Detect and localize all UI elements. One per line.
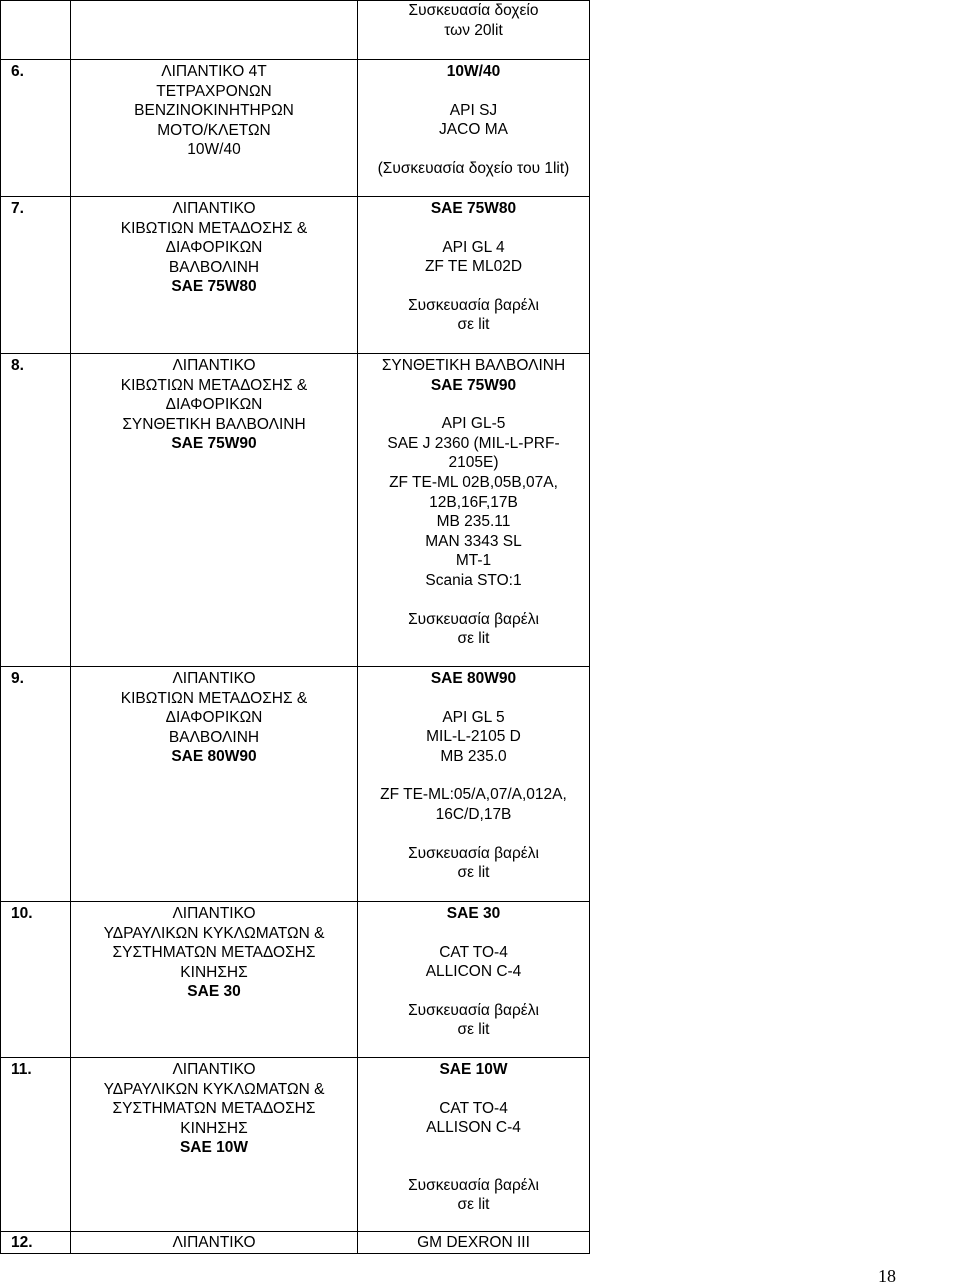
packaging-line: σε lit	[457, 1021, 490, 1039]
spec-title: SAE 30	[446, 905, 501, 922]
desc-line: ΛΙΠΑΝΤΙΚΟ 4Τ	[161, 63, 267, 80]
spec-title: SAE 75W90	[430, 376, 517, 394]
description-cell	[71, 1232, 358, 1254]
packaging-line: Συσκευασία βαρέλι	[408, 610, 539, 628]
desc-line: ΔΙΑΦΟΡΙΚΩΝ	[165, 396, 263, 414]
row-number: 6.	[11, 63, 24, 80]
row-number: 8.	[11, 357, 24, 374]
description-cell	[71, 1058, 358, 1232]
desc-line: ΤΕΤΡΑΧΡΟΝΩΝ	[156, 82, 272, 100]
desc-line: ΛΙΠΑΝΤΙΚΟ	[172, 200, 256, 217]
desc-line: ΒΑΛΒΟΛΙΝΗ	[168, 258, 260, 276]
spec-line: ALLISON C-4	[426, 1119, 521, 1137]
row-number: 9.	[11, 670, 24, 687]
packaging-line: σε lit	[457, 864, 490, 882]
row-number: 12.	[11, 1234, 33, 1251]
row-number-cell	[1, 1058, 71, 1232]
spec-cell	[358, 354, 590, 667]
spec-line: CAT TO-4	[439, 943, 508, 961]
spec-title: SAE 80W90	[430, 670, 517, 687]
table-row	[1, 667, 590, 902]
description-cell	[71, 197, 358, 354]
desc-line: ΛΙΠΑΝΤΙΚΟ	[172, 670, 256, 687]
description-cell	[71, 60, 358, 197]
desc-line: ΥΔΡΑΥΛΙΚΩΝ ΚΥΚΛΩΜΑΤΩΝ &	[103, 1080, 325, 1098]
description-cell	[71, 902, 358, 1058]
spec-cell	[358, 1058, 590, 1232]
spec-line: ZF TE ML02D	[424, 258, 523, 276]
spec-line: MT-1	[455, 552, 492, 570]
desc-line: ΒΕΝΖΙΝΟΚΙΝΗΤΗΡΩΝ	[134, 102, 294, 120]
row-number-cell	[1, 1, 71, 60]
packaging-line: (Συσκευασία δοχείο του 1lit)	[377, 159, 570, 177]
spec-cell	[358, 60, 590, 197]
spec-line: API GL 4	[442, 238, 505, 256]
row-number-cell	[1, 197, 71, 354]
desc-line: ΛΙΠΑΝΤΙΚΟ	[172, 1061, 256, 1078]
description-cell	[71, 667, 358, 902]
packaging-line: Συσκευασία βαρέλι	[408, 1001, 539, 1019]
desc-line: ΣΥΣΤΗΜΑΤΩΝ ΜΕΤΑΔΟΣΗΣ	[112, 944, 316, 962]
spec-cell	[358, 902, 590, 1058]
packaging-line: Συσκευασία βαρέλι	[408, 296, 539, 314]
desc-grade: SAE 10W	[179, 1139, 249, 1157]
row-number: 7.	[11, 200, 24, 217]
desc-grade: SAE 30	[187, 983, 241, 1001]
row-number-cell	[1, 354, 71, 667]
desc-line: ΔΙΑΦΟΡΙΚΩΝ	[165, 709, 263, 727]
row-number-cell	[1, 667, 71, 902]
spec-line: 12B,16F,17B	[429, 493, 518, 511]
desc-line: ΛΙΠΑΝΤΙΚΟ	[172, 1234, 256, 1251]
spec-line: Συσκευασία δοχείο	[408, 2, 539, 19]
desc-line: ΚΙΒΩΤΙΩΝ ΜΕΤΑΔΟΣΗΣ &	[120, 689, 308, 707]
spec-cell	[358, 1232, 590, 1254]
spec-line: CAT TO-4	[439, 1099, 508, 1117]
row-number-cell	[1, 902, 71, 1058]
page-number: 18	[878, 1266, 896, 1286]
spec-line: Scania STO:1	[425, 571, 522, 589]
desc-line: ΚΙΒΩΤΙΩΝ ΜΕΤΑΔΟΣΗΣ &	[120, 219, 308, 237]
packaging-line: σε lit	[457, 630, 490, 648]
spec-line: API GL-5	[441, 415, 506, 433]
desc-line: 10W/40	[187, 141, 241, 159]
packaging-line: σε lit	[457, 1196, 490, 1214]
row-number-cell	[1, 60, 71, 197]
spec-title: 10W/40	[446, 63, 501, 80]
spec-line: MIL-L-2105 D	[426, 728, 521, 746]
spec-line: ALLICON C-4	[425, 963, 522, 981]
table-row	[1, 1232, 590, 1254]
spec-line: MAN 3343 SL	[425, 532, 522, 550]
spec-line: JACO MA	[439, 121, 508, 139]
spec-line: 2105E)	[448, 454, 499, 472]
desc-line: ΥΔΡΑΥΛΙΚΩΝ ΚΥΚΛΩΜΑΤΩΝ &	[103, 924, 325, 942]
spec-line: 16C/D,17B	[435, 805, 512, 823]
desc-line: ΣΥΝΘΕΤΙΚΗ ΒΑΛΒΟΛΙΝΗ	[122, 415, 306, 433]
table-row	[1, 60, 590, 197]
packaging-line: Συσκευασία βαρέλι	[408, 1176, 539, 1194]
desc-line: ΣΥΣΤΗΜΑΤΩΝ ΜΕΤΑΔΟΣΗΣ	[112, 1100, 316, 1118]
desc-line: ΛΙΠΑΝΤΙΚΟ	[172, 905, 256, 922]
description-cell	[71, 1, 358, 60]
table-row	[1, 902, 590, 1058]
spec-line: MB 235.0	[440, 747, 507, 765]
table-row	[1, 197, 590, 354]
desc-line: ΚΙΒΩΤΙΩΝ ΜΕΤΑΔΟΣΗΣ &	[120, 376, 308, 394]
row-number: 10.	[11, 905, 33, 922]
desc-grade: SAE 80W90	[171, 748, 257, 766]
desc-grade: SAE 75W80	[171, 278, 257, 296]
spec-pre: ΣΥΝΘΕΤΙΚΗ ΒΑΛΒΟΛΙΝΗ	[381, 357, 566, 374]
spec-cell	[358, 197, 590, 354]
desc-line: ΛΙΠΑΝΤΙΚΟ	[172, 357, 256, 374]
description-cell	[71, 354, 358, 667]
spec-line: ZF TE-ML 02B,05B,07A,	[389, 473, 558, 491]
table-row	[1, 1, 590, 60]
spec-line: ZF TE-ML:05/A,07/A,012A,	[380, 786, 567, 804]
row-number: 11.	[11, 1061, 32, 1078]
desc-line: ΚΙΝΗΣΗΣ	[180, 1119, 248, 1137]
desc-line: ΒΑΛΒΟΛΙΝΗ	[168, 728, 260, 746]
spec-line: MB 235.11	[436, 513, 511, 531]
desc-line: ΜΟΤΟ/ΚΛΕΤΩΝ	[157, 121, 271, 139]
table-row	[1, 1058, 590, 1232]
packaging-line: Συσκευασία βαρέλι	[408, 844, 539, 862]
spec-line: των 20lit	[444, 21, 503, 39]
packaging-line: σε lit	[457, 316, 490, 334]
spec-line: API SJ	[449, 101, 498, 119]
spec-title: SAE 10W	[439, 1061, 508, 1078]
row-number-cell	[1, 1232, 71, 1254]
desc-line: ΔΙΑΦΟΡΙΚΩΝ	[165, 239, 263, 257]
spec-cell	[358, 667, 590, 902]
spec-line: SAE J 2360 (MIL-L-PRF-	[387, 434, 560, 452]
spec-title: SAE 75W80	[430, 200, 517, 217]
desc-line: ΚΙΝΗΣΗΣ	[180, 963, 248, 981]
spec-line: API GL 5	[442, 708, 505, 726]
spec-cell	[358, 1, 590, 60]
desc-grade: SAE 75W90	[171, 435, 257, 453]
table-row	[1, 354, 590, 667]
spec-line: GM DEXRON III	[417, 1234, 530, 1251]
